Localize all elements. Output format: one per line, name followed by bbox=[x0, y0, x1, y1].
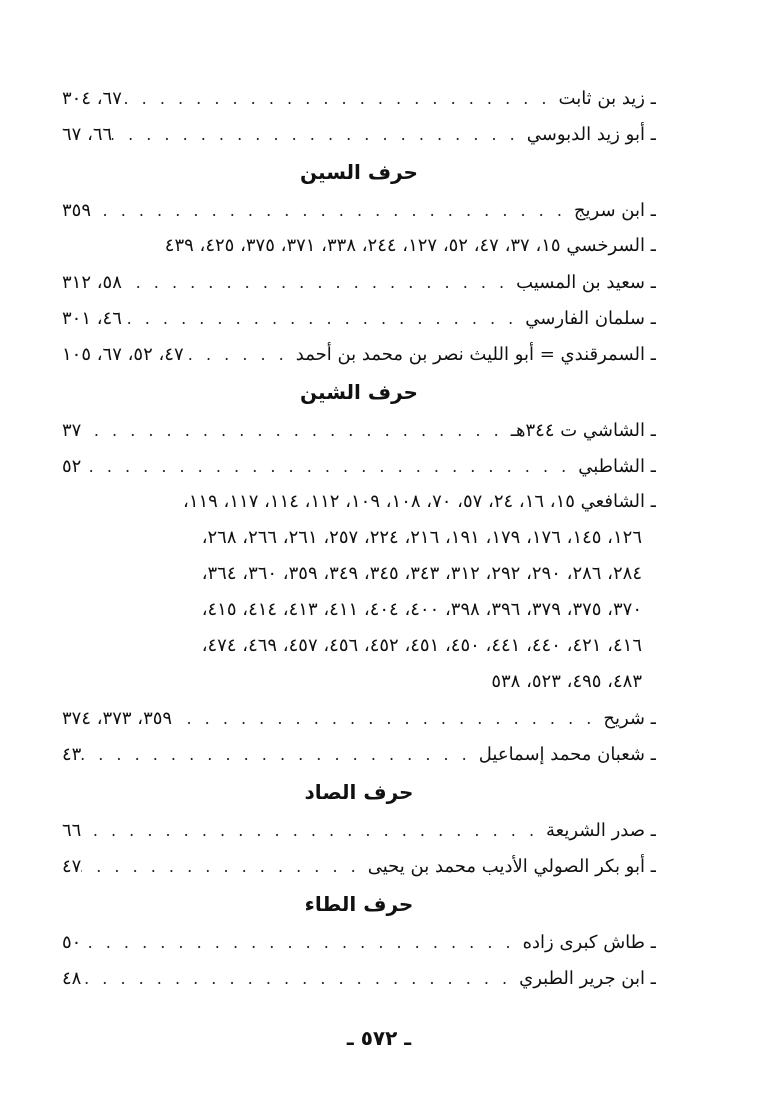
entry-name: ـ الشاشي ت ٣٤٤هـ bbox=[510, 419, 656, 441]
entry-pages: ٦٦، ٦٧ bbox=[62, 123, 113, 145]
index-entry bbox=[62, 484, 656, 520]
index-entry bbox=[62, 736, 656, 772]
leader-dots bbox=[112, 125, 527, 144]
leader-dots bbox=[81, 933, 522, 952]
index-entry bbox=[62, 924, 656, 960]
entry-name: ـ سلمان الفارسي bbox=[525, 307, 656, 329]
entry-name: ـ أبو زيد الدبوسي bbox=[526, 123, 656, 145]
entry-name: ـ السمرقندي = أبو الليث نصر بن محمد بن أحمد bbox=[295, 343, 656, 365]
entry-pages: ٥٨، ٣١٢ bbox=[62, 271, 122, 293]
entry-pages: ٣٧ bbox=[62, 419, 82, 441]
index-entry bbox=[62, 192, 656, 228]
entry-pages: ٤٧، ٥٢، ٦٧، ١٠٥ bbox=[62, 343, 184, 365]
entry-pages: ٥٢ bbox=[62, 455, 82, 477]
leader-dots bbox=[184, 345, 296, 364]
entry-pages: ٤٨ bbox=[62, 967, 82, 989]
entry-name: ـ أبو بكر الصولي الأديب محمد بن يحيى bbox=[367, 855, 656, 877]
entry-pages-continued: ٤٨٣، ٤٩٥، ٥٢٣، ٥٣٨ bbox=[491, 671, 642, 692]
entry-name: ـ شعبان محمد إسماعيل bbox=[478, 743, 656, 765]
entry-name: ـ سعيد بن المسيب bbox=[516, 271, 656, 293]
index-entry bbox=[62, 448, 656, 484]
leader-dots bbox=[81, 969, 519, 988]
index-entry bbox=[62, 116, 656, 152]
index-entry bbox=[62, 336, 656, 372]
entry-pages: ٥٠ bbox=[62, 931, 82, 953]
index-entry bbox=[62, 264, 656, 300]
index-entry bbox=[62, 960, 656, 996]
leader-dots bbox=[81, 857, 367, 876]
section-heading: حرف الصاد bbox=[304, 780, 414, 804]
entry-pages: ٣٥٩ bbox=[62, 199, 92, 221]
section-heading: حرف الطاء bbox=[304, 892, 414, 916]
leader-dots bbox=[122, 273, 516, 292]
entry-pages: ٦٧، ٣٠٤ bbox=[62, 87, 122, 109]
index-entry bbox=[62, 812, 656, 848]
entry-pages: ٤٦، ٣٠١ bbox=[62, 307, 122, 329]
index-entry bbox=[62, 300, 656, 336]
entry-name: ـ شريح bbox=[603, 707, 656, 729]
index-entry bbox=[62, 80, 656, 116]
leader-dots bbox=[81, 421, 510, 440]
leader-dots bbox=[91, 201, 574, 220]
entry-pages: ٤٣ bbox=[62, 743, 82, 765]
section-heading: حرف الشين bbox=[300, 380, 418, 404]
leader-dots bbox=[81, 745, 478, 764]
leader-dots bbox=[122, 309, 525, 328]
index-entry bbox=[62, 228, 656, 264]
leader-dots bbox=[81, 821, 546, 840]
entry-pages-continued: ٤١٦، ٤٢١، ٤٤٠، ٤٤١، ٤٥٠، ٤٥١، ٤٥٢، ٤٥٦، ٤٥٧، ٤٦٩، ٤٧٤، bbox=[201, 635, 642, 656]
entry-pages-continued: ٣٧٠، ٣٧٥، ٣٧٩، ٣٩٦، ٣٩٨، ٤٠٠، ٤٠٤، ٤١١، ٤١٣، ٤١٤، ٤١٥، bbox=[201, 599, 642, 620]
entry-pages-continued: ١٢٦، ١٤٥، ١٧٦، ١٧٩، ١٩١، ٢١٦، ٢٢٤، ٢٥٧، ٢٦١، ٢٦٦، ٢٦٨، bbox=[201, 527, 642, 548]
entry-name: ـ السرخسي bbox=[566, 235, 656, 256]
entry-pages: ٤٧ bbox=[62, 855, 82, 877]
entry-pages: ١٥، ١٦، ٢٤، ٥٧، ٧٠، ١٠٨، ١٠٩، ١١٢، ١١٤، ١١٧، ١١٩، bbox=[183, 491, 575, 512]
index-entry bbox=[62, 848, 656, 884]
index-list bbox=[62, 80, 656, 996]
entry-name: ـ زيد بن ثابت bbox=[558, 87, 656, 109]
entry-name: ـ ابن سريج bbox=[573, 199, 656, 221]
index-entry bbox=[62, 412, 656, 448]
entry-name: ـ الشافعي bbox=[580, 491, 656, 512]
index-entry bbox=[62, 700, 656, 736]
entry-name: ـ صدر الشريعة bbox=[546, 819, 656, 841]
entry-pages: ٣٥٩، ٣٧٣، ٣٧٤ bbox=[62, 707, 173, 729]
entry-name: ـ ابن جرير الطبري bbox=[519, 967, 656, 989]
leader-dots bbox=[122, 89, 559, 108]
entry-name: ـ الشاطبي bbox=[578, 455, 656, 477]
section-heading: حرف السين bbox=[300, 160, 418, 184]
entry-name: ـ طاش كبرى زاده bbox=[522, 931, 656, 953]
leader-dots bbox=[81, 457, 578, 476]
entry-pages: ١٥، ٣٧، ٤٧، ٥٢، ١٢٧، ٢٤٤، ٣٣٨، ٣٧١، ٣٧٥، ٤٢٥، ٤٣٩ bbox=[164, 235, 561, 256]
entry-pages-continued: ٢٨٤، ٢٨٦، ٢٩٠، ٢٩٢، ٣١٢، ٣٤٣، ٣٤٥، ٣٤٩، ٣٥٩، ٣٦٠، ٣٦٤، bbox=[201, 563, 642, 584]
entry-pages: ٦٦ bbox=[62, 819, 82, 841]
leader-dots bbox=[172, 709, 603, 728]
page-number: ـ ٥٧٢ ـ bbox=[346, 1026, 412, 1050]
